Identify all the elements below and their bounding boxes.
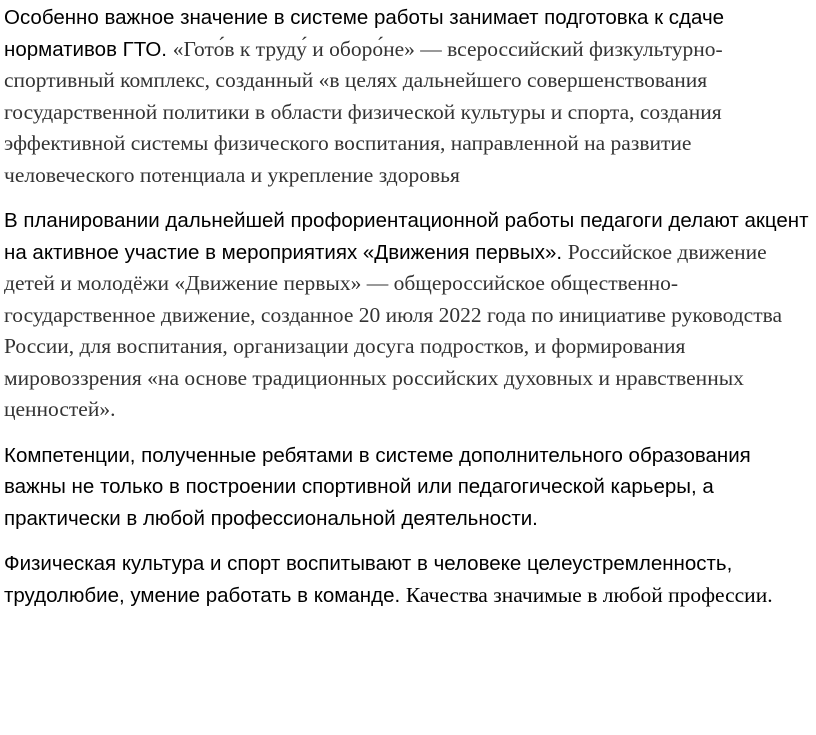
paragraph-physical-culture-lead: Физическая культура и спорт воспитывают в человеке целеустремленность, трудолюбие, умение работать в команде. <box>4 552 733 607</box>
paragraph-competencies <box>4 440 810 535</box>
paragraph-gto-lead: Особенно важное значение в системе работы занимает подготовка к сдаче нормативов ГТО. <box>4 6 725 61</box>
paragraph-gto <box>4 2 810 191</box>
paragraph-movement-first <box>4 205 810 426</box>
paragraph-competencies-text: Компетенции, полученные ребятами в системе дополнительного образования важны не только в построении спортивной или педагогической карьеры, а практически в любой профессиональной деятельности. <box>4 443 751 530</box>
paragraph-physical-culture-tail: Качества значимые в любой профессии. <box>405 582 773 607</box>
paragraph-movement-first-lead: В планировании дальнейшей профориентационной работы педагоги делают акцент на активное участие в мероприятиях «Движения первых». <box>4 209 809 264</box>
paragraph-gto-definition: «Гото́в к труду́ и оборо́не» — всероссийский физкультурно-спортивный комплекс, созданный «в целях дальнейшего совершенствования государственной политики в области физической культуры и спорта, создания эффективной системы физического воспитания, направленной на развитие человеческого потенциала и укрепление здоровья <box>4 36 723 187</box>
paragraph-physical-culture <box>4 548 810 611</box>
paragraph-movement-first-definition: Российское движение детей и молодёжи «Движение первых» — общероссийское общественно-государственное движение, созданное 20 июля 2022 года по инициативе руководства России, для воспитания, организации досуга подростков, и формирования мировоззрения «на основе традиционных российских духовных и нравственных ценностей». <box>4 239 783 421</box>
